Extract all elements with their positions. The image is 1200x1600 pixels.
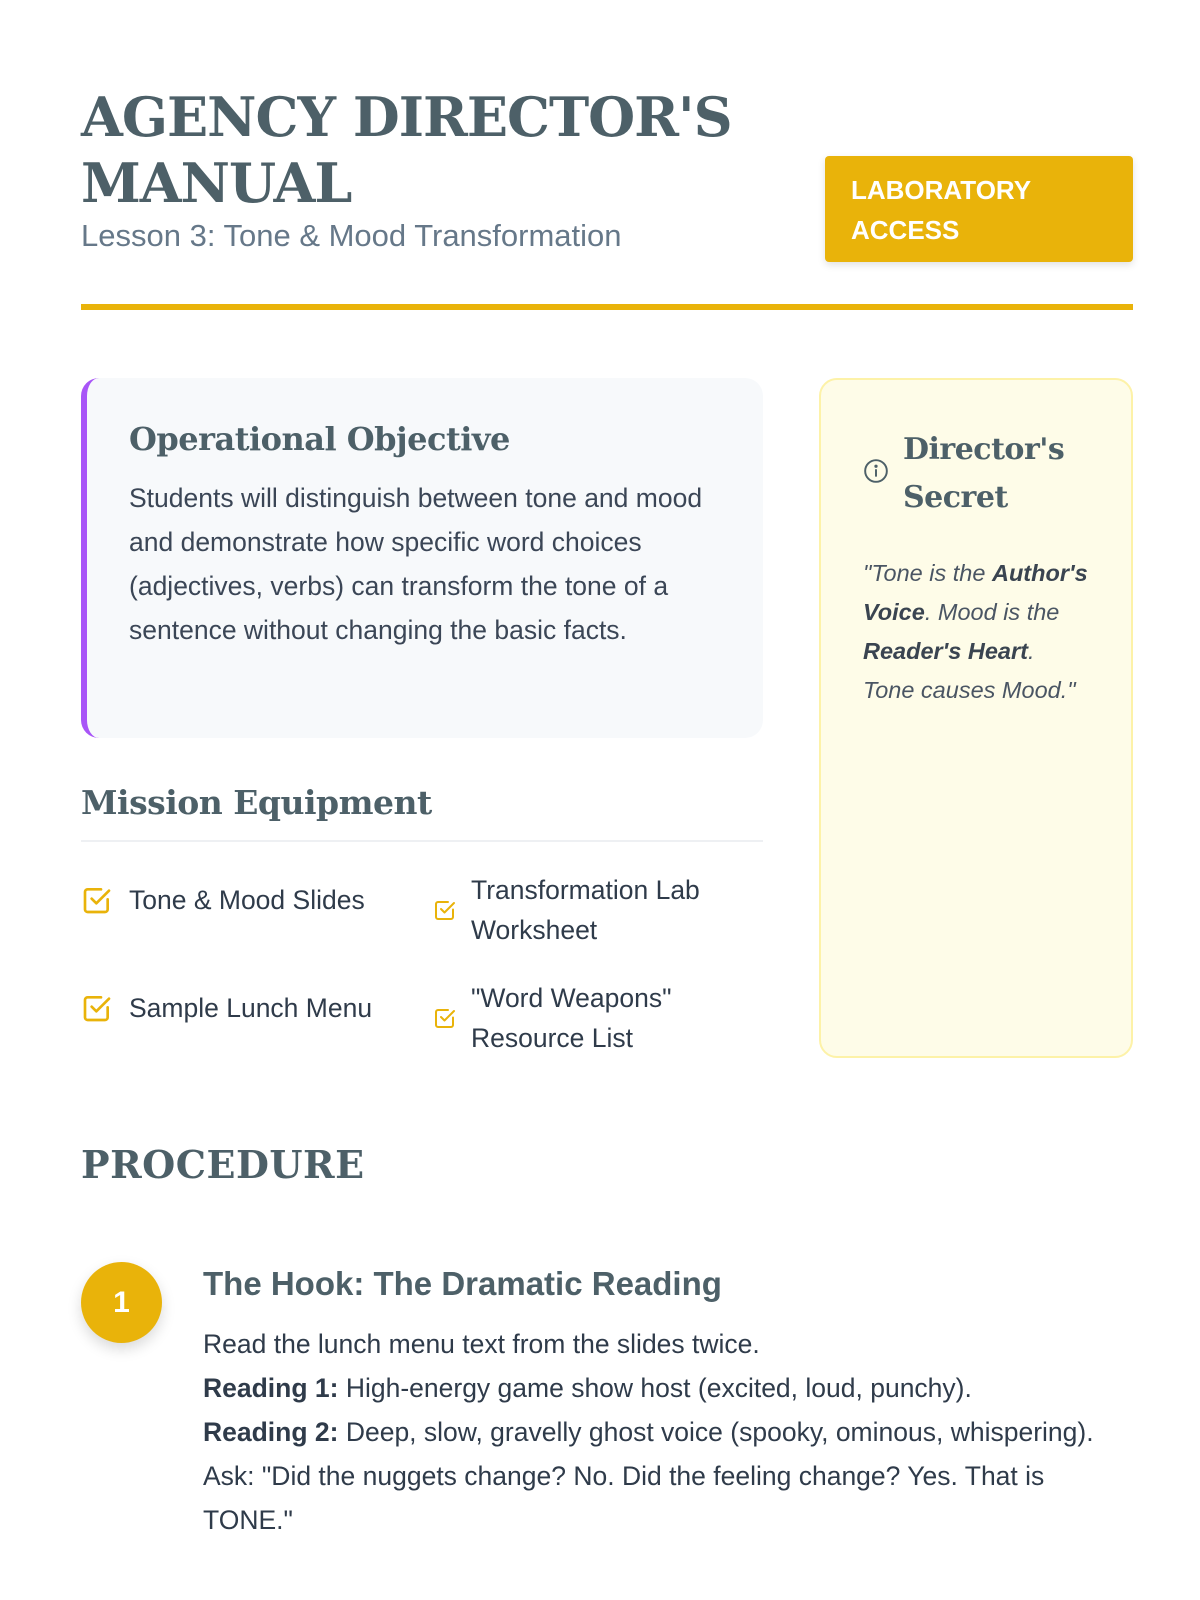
secret-heading: Director's Secret (903, 432, 1065, 515)
reading-label: Reading 1: (203, 1373, 339, 1403)
step-body (203, 1322, 1133, 1542)
reading-text: Deep, slow, gravelly ghost voice (spooky, ominous, whispering). (338, 1417, 1094, 1447)
quote-emphasis: Author's Voice (863, 560, 1088, 625)
page-title: AGENCY DIRECTOR'S MANUAL (81, 85, 732, 215)
lesson-page (81, 0, 1133, 1600)
step-number-badge: 1 (81, 1262, 162, 1343)
quote-text: . Mood is the (924, 599, 1060, 625)
objective-card (81, 378, 763, 738)
checkbox-checked-icon (81, 992, 113, 1024)
equipment-divider (81, 840, 763, 842)
equipment-heading: Mission Equipment (81, 783, 432, 822)
equipment-item (81, 988, 411, 1028)
directors-secret-card (819, 378, 1133, 1058)
header-divider (81, 304, 1133, 310)
procedure-heading: PROCEDURE (81, 1142, 365, 1187)
objective-heading: Operational Objective (129, 420, 510, 458)
lesson-subtitle: Lesson 3: Tone & Mood Transformation (81, 218, 622, 253)
laboratory-access-button[interactable]: LABORATORY ACCESS (825, 156, 1133, 262)
step-ask: Ask: "Did the nuggets change? No. Did the feeling change? Yes. That is TONE." (203, 1461, 1045, 1535)
quote-text: . Tone causes Mood." (863, 638, 1076, 703)
equipment-item-label: "Word Weapons" Resource List (471, 983, 672, 1053)
equipment-item-label: Sample Lunch Menu (129, 993, 373, 1023)
equipment-item-label: Tone & Mood Slides (129, 885, 365, 915)
equipment-item (433, 870, 763, 950)
equipment-item (81, 880, 411, 920)
step-title: The Hook: The Dramatic Reading (203, 1265, 722, 1302)
info-icon (863, 458, 889, 484)
equipment-item-label: Transformation Lab Worksheet (471, 875, 700, 945)
secret-quote (863, 554, 1091, 710)
step-intro: Read the lunch menu text from the slides twice. (203, 1329, 760, 1359)
checkbox-checked-icon (433, 1006, 457, 1030)
objective-text: Students will distinguish between tone and mood and demonstrate how specific word choices (adjectives, verbs) can transform the tone of a sentence without changing the basic facts. (129, 483, 703, 645)
reading-text: High-energy game show host (excited, loud, punchy). (338, 1373, 972, 1403)
checkbox-checked-icon (433, 898, 457, 922)
equipment-item (433, 978, 763, 1058)
step-reading-2 (203, 1410, 1133, 1454)
checkbox-checked-icon (81, 884, 113, 916)
reading-label: Reading 2: (203, 1417, 339, 1447)
step-reading-1 (203, 1366, 1133, 1410)
quote-emphasis: Reader's Heart (863, 638, 1028, 664)
quote-text: "Tone is the (863, 560, 992, 586)
